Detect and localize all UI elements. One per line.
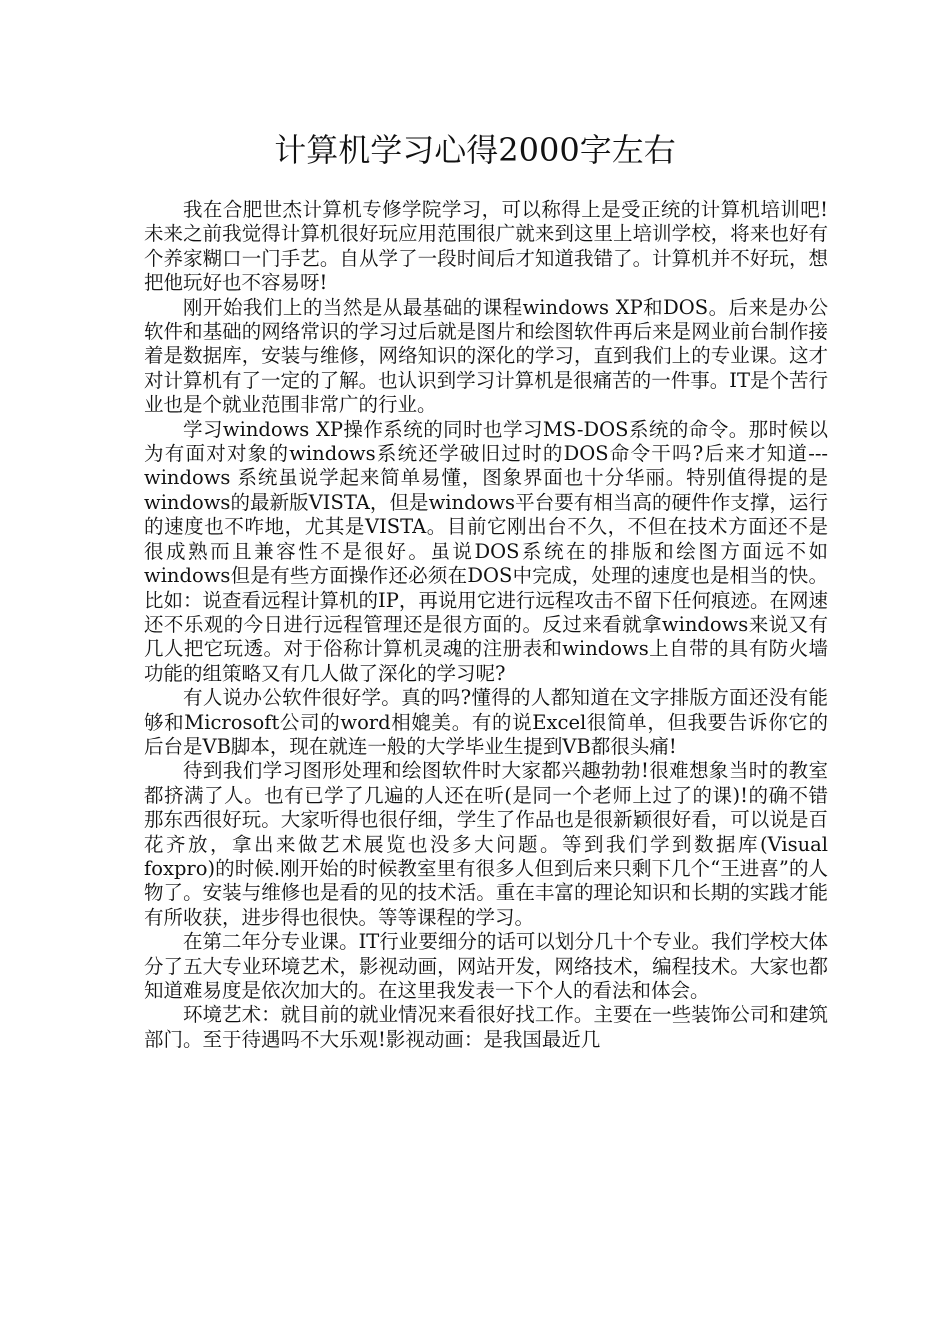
document-title: 计算机学习心得2000字左右: [274, 131, 676, 169]
paragraph-4: 有人说办公软件很好学。真的吗?懂得的人都知道在文字排版方面还没有能够和Microsoft公司的word相媲美。有的说Excel很简单，但我要告诉你它的后台是VB脚本，现在就连一般的大学毕业生提到VB都很头痛!: [144, 686, 828, 758]
paragraph-2: 刚开始我们上的当然是从最基础的课程windows XP和DOS。后来是办公软件和基础的网络常识的学习过后就是图片和绘图软件再后来是网业前台制作接着是数据库，安装与维修，网络知识的深化的学习，直到我们上的专业课。这才对计算机有了一定的了解。也认识到学习计算机是很痛苦的一件事。IT是个苦行业也是个就业范围非常广的行业。: [144, 295, 828, 417]
paragraph-5: 待到我们学习图形处理和绘图软件时大家都兴趣勃勃!很难想象当时的教室都挤满了人。也有已学了几遍的人还在听(是同一个老师上过了的课)!的确不错那东西很好玩。大家听得也很仔细，学生了作品也是很新颖很好看，可以说是百花齐放，拿出来做艺术展览也没多大问题。等到我们学到数据库(Visual foxpro)的时候.刚开始的时候教室里有很多人但到后来只剩下几个“王进喜”的人物了。安装与维修也是看的见的技术活。重在丰富的理论知识和长期的实践才能有所收获，进步得也很快。等等课程的学习。: [144, 759, 828, 929]
paragraph-7: 环境艺术：就目前的就业情况来看很好找工作。主要在一些装饰公司和建筑部门。至于待遇吗不大乐观!影视动画：是我国最近几: [144, 1003, 828, 1051]
document-body: [144, 198, 828, 1052]
paragraph-3: 学习windows XP操作系统的同时也学习MS-DOS系统的命令。那时候以为有面对对象的windows系统还学破旧过时的DOS命令干吗?后来才知道---windows 系统虽说学起来简单易懂，图象界面也十分华丽。特别值得提的是windows的最新版VISTA，但是windows平台要有相当高的硬件作支撑，运行的速度也不咋地，尤其是VISTA。目前它刚出台不久，不但在技术方面还不是很成熟而且兼容性不是很好。虽说DOS系统在的排版和绘图方面远不如windows但是有些方面操作还必须在DOS中完成，处理的速度也是相当的快。比如：说查看远程计算机的IP，再说用它进行远程攻击不留下任何痕迹。在网速还不乐观的今日进行远程管理还是很方面的。反过来看就拿windows来说又有几人把它玩透。对于俗称计算机灵魂的注册表和windows上自带的具有防火墙功能的组策略又有几人做了深化的学习呢?: [144, 417, 828, 685]
paragraph-1: 我在合肥世杰计算机专修学院学习，可以称得上是受正统的计算机培训吧!未来之前我觉得计算机很好玩应用范围很广就来到这里上培训学校，将来也好有个养家糊口一门手艺。自从学了一段时间后才知道我错了。计算机并不好玩，想把他玩好也不容易呀!: [144, 198, 828, 295]
paragraph-6: 在第二年分专业课。IT行业要细分的话可以划分几十个专业。我们学校大体分了五大专业环境艺术，影视动画，网站开发，网络技术，编程技术。大家也都知道难易度是依次加大的。在这里我发表一下个人的看法和体会。: [144, 930, 828, 1002]
